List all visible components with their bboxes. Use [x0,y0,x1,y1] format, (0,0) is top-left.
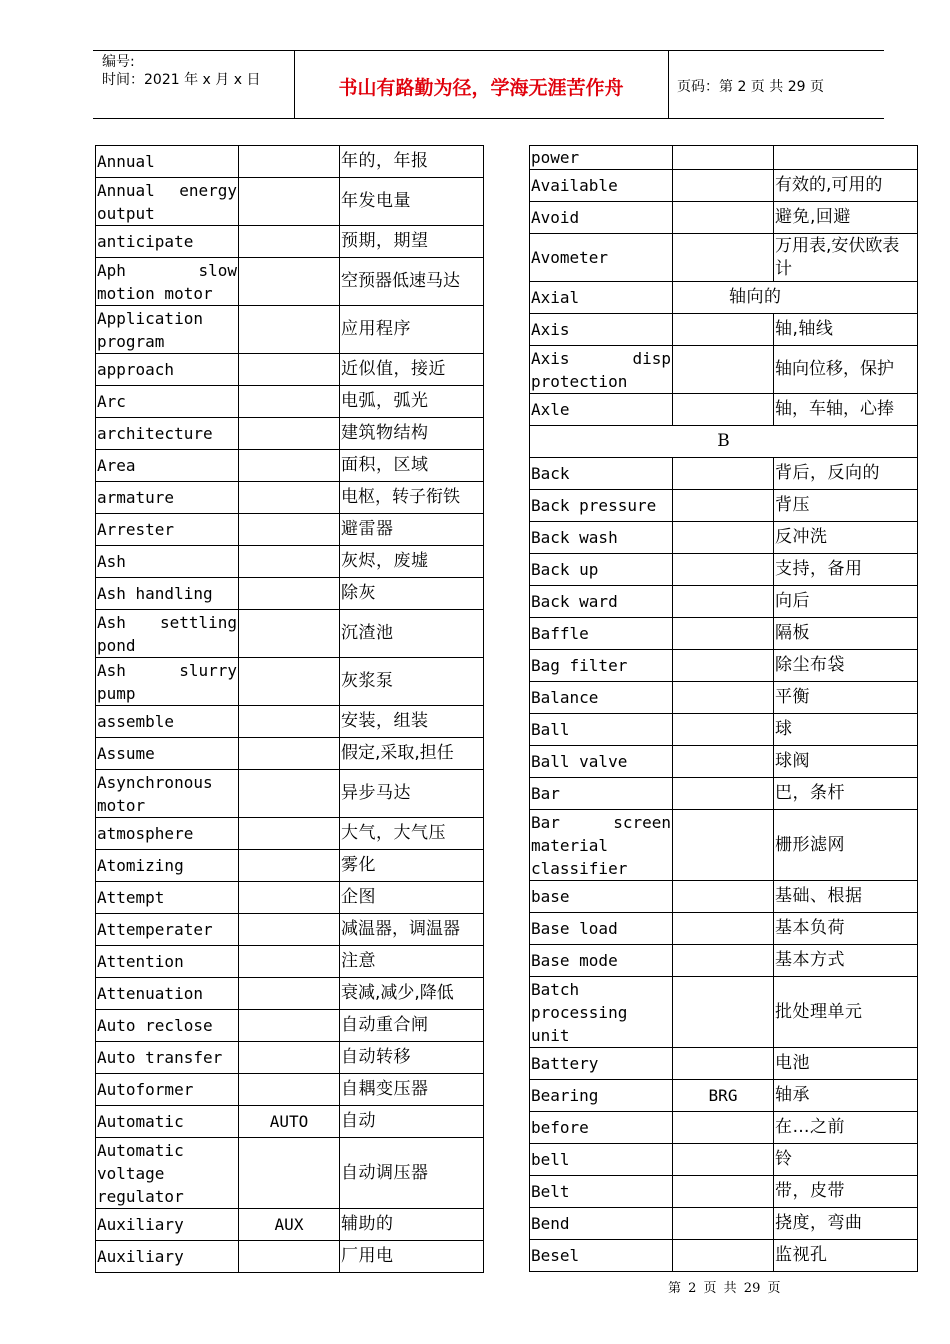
term-row [96,850,484,882]
chinese-translation-cell: 除灰 [340,578,484,610]
english-term-cell: Autoformer [96,1074,239,1106]
english-term-cell: Axis disp protection [530,346,673,394]
abbreviation-cell [239,706,340,738]
chinese-translation-cell: 球阀 [774,746,918,778]
chinese-translation-cell: 巴，条杆 [774,778,918,810]
term-row [530,714,918,746]
abbreviation-cell [673,146,774,170]
term-row [530,1208,918,1240]
chinese-translation-cell: 监视孔 [774,1240,918,1272]
chinese-translation-cell: 背后，反向的 [774,458,918,490]
term-row [530,746,918,778]
chinese-translation-cell: 基本方式 [774,945,918,977]
vocabulary-table-left [95,145,484,1273]
chinese-translation-cell: 减温器，调温器 [340,914,484,946]
english-term-cell: Auto transfer [96,1042,239,1074]
chinese-translation-cell: 背压 [774,490,918,522]
term-row [96,1209,484,1241]
term-row [96,226,484,258]
term-row [530,522,918,554]
chinese-translation-cell: 轴,轴线 [774,314,918,346]
abbreviation-cell: AUX [239,1209,340,1241]
abbreviation-cell [673,810,774,881]
document-time-label: 时间：2021 年 x 月 x 日 [102,72,261,88]
term-row [530,1112,918,1144]
term-row [530,1176,918,1208]
chinese-translation-cell: 年的，年报 [340,146,484,178]
term-row [530,810,918,881]
abbreviation-cell [239,882,340,914]
abbreviation-cell [239,546,340,578]
abbreviation-cell [673,1048,774,1080]
chinese-translation-cell: 隔板 [774,618,918,650]
term-row [96,258,484,306]
chinese-translation-cell [774,146,918,170]
abbreviation-cell [673,346,774,394]
chinese-translation-cell: 反冲洗 [774,522,918,554]
term-row [96,1074,484,1106]
chinese-translation-cell: 基础、根据 [774,881,918,913]
abbreviation-cell [239,354,340,386]
abbreviation-cell [239,818,340,850]
english-term-cell: Attemperater [96,914,239,946]
term-row [96,978,484,1010]
chinese-translation-cell: 企图 [340,882,484,914]
chinese-translation-cell: 自动转移 [340,1042,484,1074]
abbreviation-cell [239,738,340,770]
abbreviation-cell [239,514,340,546]
abbreviation-cell [239,450,340,482]
term-row [96,514,484,546]
chinese-translation-cell: 电弧，弧光 [340,386,484,418]
abbreviation-cell [239,946,340,978]
chinese-translation-cell: 平衡 [774,682,918,714]
abbreviation-cell [673,1112,774,1144]
term-row [530,394,918,426]
abbreviation-cell [673,618,774,650]
abbreviation-cell [673,778,774,810]
header-page-number: 页码：第 2 页 共 29 页 [677,79,824,95]
term-row [96,770,484,818]
page-footer: 第 2 页 共 29 页 [668,1281,781,1296]
english-term-cell: approach [96,354,239,386]
chinese-translation-cell: 沉渣池 [340,610,484,658]
term-row [530,346,918,394]
term-row [530,170,918,202]
english-term-cell: Back up [530,554,673,586]
english-term-cell: Base load [530,913,673,945]
abbreviation-cell [673,682,774,714]
header-meta [102,53,260,89]
chinese-translation-cell: 基本负荷 [774,913,918,945]
term-row [96,1241,484,1273]
english-term-cell: Area [96,450,239,482]
chinese-translation-cell: 避免,回避 [774,202,918,234]
chinese-translation-cell: 向后 [774,586,918,618]
english-term-cell: Bag filter [530,650,673,682]
abbreviation-cell [239,1241,340,1273]
abbreviation-cell [239,146,340,178]
chinese-translation-cell: 厂用电 [340,1241,484,1273]
abbreviation-cell [239,1010,340,1042]
chinese-translation-cell: 轴向位移，保护 [774,346,918,394]
chinese-translation-cell: 轴向的 [673,282,918,314]
abbreviation-cell [239,178,340,226]
abbreviation-cell [239,482,340,514]
english-term-cell: Arrester [96,514,239,546]
chinese-translation-cell: 自耦变压器 [340,1074,484,1106]
english-term-cell: Ball [530,714,673,746]
abbreviation-cell [673,458,774,490]
abbreviation-cell [239,226,340,258]
abbreviation-cell [673,202,774,234]
chinese-translation-cell: 灰浆泵 [340,658,484,706]
term-row [96,610,484,658]
chinese-translation-cell: 避雷器 [340,514,484,546]
english-term-cell: Ash settling pond [96,610,239,658]
term-row [530,146,918,170]
english-term-cell: Ash handling [96,578,239,610]
english-term-cell: Auxiliary [96,1209,239,1241]
english-term-cell: Automatic voltage regulator [96,1138,239,1209]
term-row [530,977,918,1048]
english-term-cell: Bend [530,1208,673,1240]
term-row [530,682,918,714]
chinese-translation-cell: 铃 [774,1144,918,1176]
term-row [96,706,484,738]
chinese-translation-cell: 栅形滤网 [774,810,918,881]
abbreviation-cell: AUTO [239,1106,340,1138]
english-term-cell: Attenuation [96,978,239,1010]
abbreviation-cell [239,1074,340,1106]
term-row [96,946,484,978]
term-row [96,546,484,578]
section-letter: B [530,426,918,458]
chinese-translation-cell: 面积，区域 [340,450,484,482]
english-term-cell: Attempt [96,882,239,914]
abbreviation-cell [673,170,774,202]
term-row [96,1042,484,1074]
abbreviation-cell [673,1240,774,1272]
term-row [96,882,484,914]
term-row [530,1080,918,1112]
english-term-cell: bell [530,1144,673,1176]
abbreviation-cell [239,850,340,882]
abbreviation-cell [239,610,340,658]
term-row [530,282,918,314]
abbreviation-cell [239,578,340,610]
english-term-cell: Available [530,170,673,202]
term-row [530,650,918,682]
document-number-label: 编号: [102,54,135,70]
term-row [96,818,484,850]
english-term-cell: Atomizing [96,850,239,882]
term-row [530,618,918,650]
chinese-translation-cell: 大气，大气压 [340,818,484,850]
header-motto: 书山有路勤为径，学海无涯苦作舟 [338,77,624,99]
english-term-cell: Avoid [530,202,673,234]
english-term-cell: Assume [96,738,239,770]
english-term-cell: Auto reclose [96,1010,239,1042]
term-row [530,490,918,522]
abbreviation-cell [673,394,774,426]
english-term-cell: Axial [530,282,673,314]
term-row [96,450,484,482]
chinese-translation-cell: 电池 [774,1048,918,1080]
abbreviation-cell [673,650,774,682]
chinese-translation-cell: 假定,采取,担任 [340,738,484,770]
term-row [530,458,918,490]
abbreviation-cell [673,913,774,945]
abbreviation-cell [673,977,774,1048]
term-row [530,202,918,234]
english-term-cell: Auxiliary [96,1241,239,1273]
english-term-cell: Battery [530,1048,673,1080]
term-row [530,945,918,977]
abbreviation-cell [239,658,340,706]
abbreviation-cell [673,714,774,746]
term-row [96,578,484,610]
term-row [96,1106,484,1138]
english-term-cell: assemble [96,706,239,738]
term-row [96,306,484,354]
term-row [530,1144,918,1176]
chinese-translation-cell: 衰减,减少,降低 [340,978,484,1010]
english-term-cell: Avometer [530,234,673,282]
term-row [530,913,918,945]
chinese-translation-cell: 年发电量 [340,178,484,226]
english-term-cell: Balance [530,682,673,714]
english-term-cell: anticipate [96,226,239,258]
english-term-cell: Arc [96,386,239,418]
english-term-cell: Back pressure [530,490,673,522]
term-row [530,586,918,618]
abbreviation-cell [673,881,774,913]
english-term-cell: before [530,1112,673,1144]
term-row [96,1010,484,1042]
abbreviation-cell [239,306,340,354]
chinese-translation-cell: 建筑物结构 [340,418,484,450]
english-term-cell: Asynchronous motor [96,770,239,818]
english-term-cell: Ball valve [530,746,673,778]
chinese-translation-cell: 有效的,可用的 [774,170,918,202]
chinese-translation-cell: 安装，组装 [340,706,484,738]
term-row [96,914,484,946]
english-term-cell: Bearing [530,1080,673,1112]
english-term-cell: Aph slow motion motor [96,258,239,306]
english-term-cell: Bar screen material classifier [530,810,673,881]
chinese-translation-cell: 雾化 [340,850,484,882]
abbreviation-cell [239,1138,340,1209]
chinese-translation-cell: 自动 [340,1106,484,1138]
chinese-translation-cell: 灰烬，废墟 [340,546,484,578]
abbreviation-cell [673,586,774,618]
vocabulary-table-right [529,145,918,1272]
chinese-translation-cell: 辅助的 [340,1209,484,1241]
term-row [530,778,918,810]
term-row [96,658,484,706]
abbreviation-cell [239,770,340,818]
english-term-cell: Back [530,458,673,490]
term-row [96,418,484,450]
english-term-cell: Axis [530,314,673,346]
abbreviation-cell [673,945,774,977]
english-term-cell: Back ward [530,586,673,618]
term-row [530,234,918,282]
chinese-translation-cell: 在…之前 [774,1112,918,1144]
english-term-cell: Annual energy output [96,178,239,226]
abbreviation-cell [673,554,774,586]
english-term-cell: Ash [96,546,239,578]
english-term-cell: Annual [96,146,239,178]
term-row [96,354,484,386]
term-row [96,178,484,226]
abbreviation-cell [673,1208,774,1240]
abbreviation-cell [239,418,340,450]
english-term-cell: power [530,146,673,170]
abbreviation-cell [673,490,774,522]
term-row [96,146,484,178]
abbreviation-cell [239,258,340,306]
english-term-cell: Automatic [96,1106,239,1138]
english-term-cell: base [530,881,673,913]
english-term-cell: Back wash [530,522,673,554]
english-term-cell: Attention [96,946,239,978]
chinese-translation-cell: 轴，车轴，心捧 [774,394,918,426]
abbreviation-cell [673,522,774,554]
abbreviation-cell [239,978,340,1010]
chinese-translation-cell: 应用程序 [340,306,484,354]
term-row [96,1138,484,1209]
chinese-translation-cell: 异步马达 [340,770,484,818]
term-row [530,314,918,346]
chinese-translation-cell: 自动重合闸 [340,1010,484,1042]
term-row [530,881,918,913]
english-term-cell: Application program [96,306,239,354]
english-term-cell: Bar [530,778,673,810]
chinese-translation-cell: 批处理单元 [774,977,918,1048]
english-term-cell: Batch processing unit [530,977,673,1048]
chinese-translation-cell: 球 [774,714,918,746]
chinese-translation-cell: 轴承 [774,1080,918,1112]
english-term-cell: atmosphere [96,818,239,850]
abbreviation-cell [673,1144,774,1176]
chinese-translation-cell: 近似值，接近 [340,354,484,386]
term-row [530,554,918,586]
abbreviation-cell [673,1176,774,1208]
english-term-cell: Besel [530,1240,673,1272]
abbreviation-cell: BRG [673,1080,774,1112]
abbreviation-cell [673,746,774,778]
english-term-cell: Base mode [530,945,673,977]
english-term-cell: Baffle [530,618,673,650]
abbreviation-cell [239,386,340,418]
chinese-translation-cell: 挠度，弯曲 [774,1208,918,1240]
chinese-translation-cell: 电枢，转子衔铁 [340,482,484,514]
abbreviation-cell [239,914,340,946]
term-row [530,1240,918,1272]
chinese-translation-cell: 支持，备用 [774,554,918,586]
english-term-cell: armature [96,482,239,514]
chinese-translation-cell: 自动调压器 [340,1138,484,1209]
chinese-translation-cell: 除尘布袋 [774,650,918,682]
term-row [96,386,484,418]
english-term-cell: Belt [530,1176,673,1208]
term-row [96,482,484,514]
english-term-cell: Ash slurry pump [96,658,239,706]
header-divider [668,51,669,118]
section-heading-row [530,426,918,458]
chinese-translation-cell: 空预器低速马达 [340,258,484,306]
chinese-translation-cell: 万用表,安伏欧表计 [774,234,918,282]
term-row [530,1048,918,1080]
abbreviation-cell [239,1042,340,1074]
page-header [93,50,884,119]
chinese-translation-cell: 带，皮带 [774,1176,918,1208]
english-term-cell: Axle [530,394,673,426]
chinese-translation-cell: 预期，期望 [340,226,484,258]
english-term-cell: architecture [96,418,239,450]
chinese-translation-cell: 注意 [340,946,484,978]
abbreviation-cell [673,314,774,346]
term-row [96,738,484,770]
abbreviation-cell [673,234,774,282]
